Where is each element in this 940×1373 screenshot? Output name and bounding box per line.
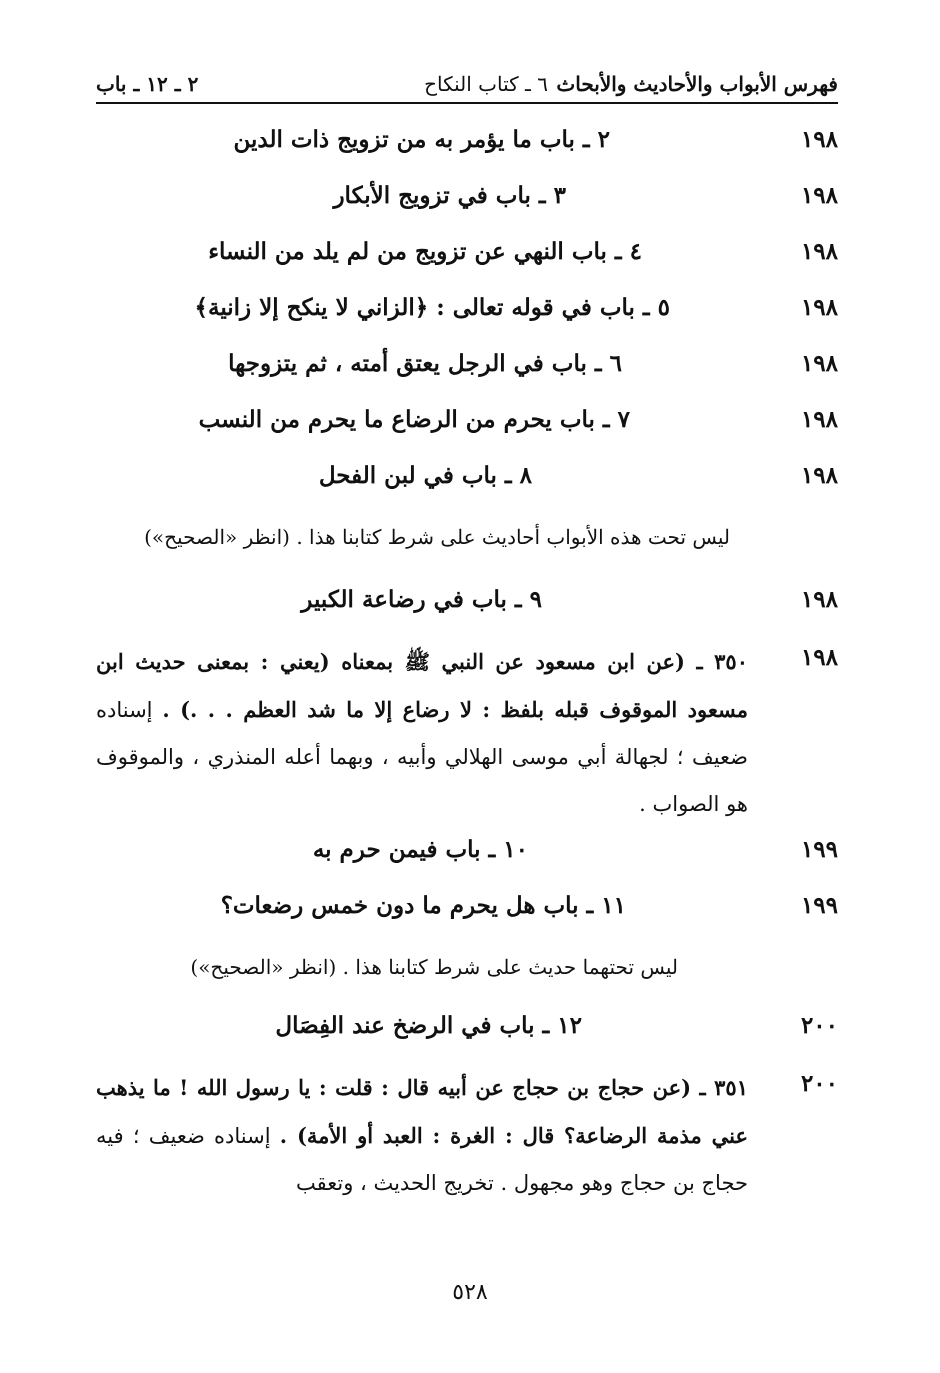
entry-title: ١٢ ـ باب في الرضخ عند الفِصَال xyxy=(275,1012,582,1039)
header-book-title: ٦ ـ كتاب النكاح xyxy=(424,72,548,96)
entry-title: ١٠ ـ باب فيمن حرم به xyxy=(312,836,528,863)
entry-page: ١٩٨ xyxy=(800,406,838,433)
hadith-quote: ٣٥٠ ـ (عن ابن مسعود عن النبي ﷺ بمعناه (يعني : بمعنى حديث ابن مسعود الموقوف قبله بلفظ : لا رضاع إلا ما شد العظم . . .) . xyxy=(96,649,748,722)
note-no-hadith: ليس تحتهما حديث على شرط كتابنا هذا . (انظر «الصحيح») xyxy=(190,955,678,979)
entry-page: ١٩٨ xyxy=(800,294,838,321)
entry-title: ٥ ـ باب في قوله تعالى : ﴿الزاني لا ينكح إلا زانية﴾ xyxy=(194,294,670,321)
entry-page: ١٩٨ xyxy=(800,126,838,153)
entry-title: ٢ ـ باب ما يؤمر به من تزويج ذات الدين xyxy=(233,126,610,153)
running-header xyxy=(96,70,838,106)
entry-page: ٢٠٠ xyxy=(800,1070,838,1097)
hadith-entry xyxy=(96,644,838,834)
entry-title: ٧ ـ باب يحرم من الرضاع ما يحرم من النسب xyxy=(198,406,630,433)
entry-title: ٨ ـ باب في لبن الفحل xyxy=(318,462,532,489)
header-section-title: فهرس الأبواب والأحاديث والأبحاث xyxy=(556,72,838,96)
entry-title: ١١ ـ باب هل يحرم ما دون خمس رضعات؟ xyxy=(220,892,626,919)
header-rule xyxy=(96,102,838,104)
entry-page: ٢٠٠ xyxy=(800,1012,838,1039)
entry-page: ١٩٨ xyxy=(800,462,838,489)
page-number: ٥٢٨ xyxy=(452,1280,488,1305)
entry-page: ١٩٩ xyxy=(800,836,838,863)
entry-title: ٣ ـ باب في تزويج الأبكار xyxy=(333,182,566,209)
entry-page: ١٩٨ xyxy=(800,644,838,671)
header-chapter-range: ٢ ـ ١٢ ـ باب xyxy=(96,72,199,96)
hadith-text xyxy=(96,1064,748,1207)
note-no-hadith: ليس تحت هذه الأبواب أحاديث على شرط كتابنا هذا . (انظر «الصحيح») xyxy=(144,525,730,549)
entry-title: ٩ ـ باب في رضاعة الكبير xyxy=(301,586,542,613)
hadith-grading: إسناده ضعيف ؛ لجهالة أبي موسى الهلالي وأبيه ، وبهما أعله المنذري ، والموقوف هو الصواب . xyxy=(96,698,748,816)
entry-page: ١٩٨ xyxy=(800,350,838,377)
entry-title: ٤ ـ باب النهي عن تزويج من لم يلد من النساء xyxy=(208,238,642,265)
entry-page: ١٩٩ xyxy=(800,892,838,919)
hadith-entry xyxy=(96,1070,838,1220)
entry-page: ١٩٨ xyxy=(800,238,838,265)
entry-title: ٦ ـ باب في الرجل يعتق أمته ، ثم يتزوجها xyxy=(228,350,622,377)
hadith-text xyxy=(96,638,748,828)
entry-page: ١٩٨ xyxy=(800,182,838,209)
hadith-quote: ٣٥١ ـ (عن حجاج بن حجاج عن أبيه قال : قلت : يا رسول الله ! ما يذهب عني مذمة الرضاعة؟ قال : الغرة : العبد أو الأمة) . xyxy=(96,1075,748,1148)
hadith-grading: إسناده ضعيف ؛ فيه حجاج بن حجاج وهو مجهول . تخريج الحديث ، وتعقب xyxy=(96,1124,748,1195)
entry-page: ١٩٨ xyxy=(800,586,838,613)
